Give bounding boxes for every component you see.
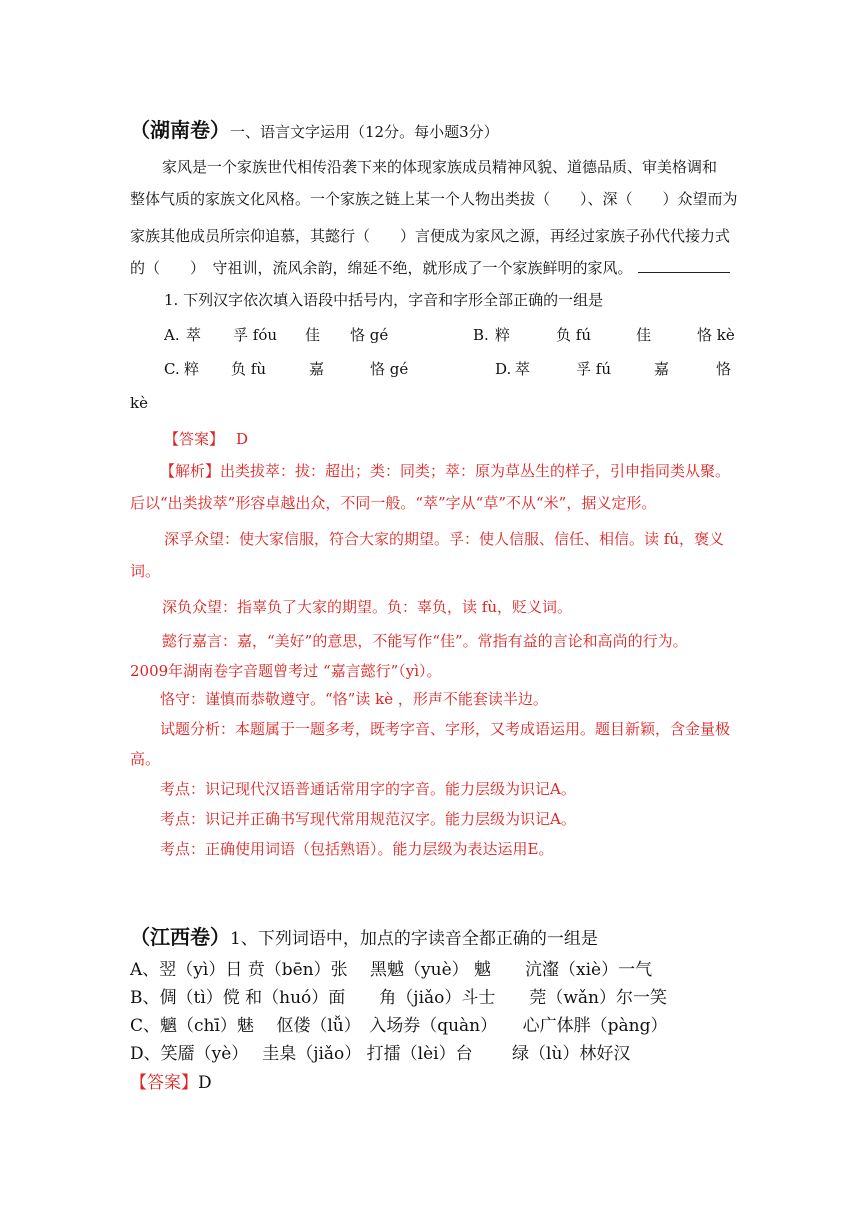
option-a-item-4: 恪 gé bbox=[350, 326, 389, 344]
analysis-line-4: 词。 bbox=[130, 562, 161, 580]
hunan-tag: （湖南卷） bbox=[130, 118, 230, 142]
analysis-line-7: 2009年湖南卷字音题曾考过 “嘉言懿行”（yì）。 bbox=[130, 662, 442, 680]
jiangxi-row-b: B、倜（tì）傥 和（huó）面 角（jiǎo）斗士 莞（wǎn）尔一笑 bbox=[130, 988, 668, 1008]
option-b-label: B. bbox=[473, 326, 489, 344]
jiangxi-answer bbox=[130, 1071, 212, 1095]
option-b-item-4: 恪 kè bbox=[697, 326, 735, 344]
analysis-line-9: 试题分析：本题属于一题多考，既考字音、字形，又考成语运用。题目新颖，含金量极 bbox=[160, 720, 731, 738]
option-c-item-3: 嘉 bbox=[309, 360, 325, 378]
answer-label: 【答案】 bbox=[164, 430, 225, 448]
option-d-item-1: 萃 bbox=[515, 360, 531, 378]
option-d-item-4: 恪 bbox=[716, 360, 732, 378]
hunan-answer bbox=[164, 429, 248, 449]
option-c-item-2: 负 fù bbox=[231, 360, 266, 378]
passage-line-3: 家族其他成员所宗仰追慕，其懿行（ ）言便成为家风之源，再经过家族子孙代代接力式 bbox=[130, 227, 731, 245]
option-d-item-3: 嘉 bbox=[654, 360, 670, 378]
option-b-item-1: 粹 bbox=[495, 326, 511, 344]
option-c-label: C. bbox=[164, 360, 180, 378]
answer-value: D bbox=[236, 430, 249, 448]
analysis-line-10: 高。 bbox=[130, 750, 161, 768]
option-d-label: D. bbox=[495, 360, 512, 378]
option-d-wrap: kè bbox=[130, 394, 148, 412]
analysis-line-3: 深孚众望：使大家信服，符合大家的期望。孚：使人信服、信任、相信。读 fú，褒义 bbox=[164, 530, 724, 548]
passage-line-4: 的（ ） 守祖训，流风余韵，绵延不绝，就形成了一个家族鲜明的家风。 bbox=[130, 259, 633, 277]
option-a-item-1: 萃 bbox=[186, 326, 202, 344]
jiangxi-answer-value: D bbox=[198, 1073, 212, 1093]
option-a-label: A. bbox=[164, 326, 180, 344]
passage-line-2: 整体气质的家族文化风格。一个家族之链上某一个人物出类拔（ ）、深（ ）众望而为 bbox=[130, 190, 738, 208]
kaodian-line-2: 考点：识记并正确书写现代常用规范汉字。能力层级为识记A。 bbox=[160, 810, 576, 828]
kaodian-line-3: 考点：正确使用词语（包括熟语）。能力层级为表达运用E。 bbox=[160, 840, 554, 858]
option-b-item-2: 负 fú bbox=[556, 326, 591, 344]
jiangxi-tag: （江西卷） bbox=[130, 925, 230, 949]
option-d-item-2: 孚 fú bbox=[576, 360, 611, 378]
analysis-line-1: 【解析】出类拔萃：拔：超出；类：同类；萃：原为草丛生的样子，引申指同类从聚。 bbox=[160, 462, 731, 480]
analysis-line-6: 懿行嘉言：嘉，“美好”的意思，不能写作“佳”。常指有益的言论和高尚的行为。 bbox=[162, 632, 688, 650]
jiangxi-row-c: C、魑（chī）魅 伛偻（lǚ） 入场券（quàn） 心广体胖（pàng） bbox=[130, 1016, 668, 1036]
question-1: 1. 下列汉字依次填入语段中括号内，字音和字形全部正确的一组是 bbox=[164, 291, 604, 309]
option-b-item-3: 佳 bbox=[636, 326, 652, 344]
jiangxi-row-a: A、翌（yì）日 贲（bēn）张 黑魆（yuè） 魆 沆瀣（xiè）一气 bbox=[130, 960, 653, 980]
jiangxi-answer-label: 【答案】 bbox=[130, 1073, 198, 1093]
option-c-item-1: 粹 bbox=[184, 360, 200, 378]
jiangxi-row-d: D、笑靥（yè） 圭臬（jiǎo） 打擂（lèi）台 绿（lù）林好汉 bbox=[130, 1044, 631, 1064]
analysis-line-2: 后以“出类拔萃”形容卓越出众，不同一般。“萃”字从“草”不从“米”，据义定形。 bbox=[130, 494, 657, 512]
kaodian-line-1: 考点：识记现代汉语普通话常用字的字音。能力层级为识记A。 bbox=[160, 780, 576, 798]
hunan-title-line bbox=[130, 118, 499, 144]
passage-line-1: 家风是一个家族世代相传沿袭下来的体现家族成员精神风貌、道德品质、审美格调和 bbox=[162, 158, 718, 176]
answer-blank-line bbox=[638, 272, 730, 273]
analysis-line-8: 恪守：谨慎而恭敬遵守。“恪”读 kè ，形声不能套读半边。 bbox=[160, 690, 548, 708]
hunan-heading: 一、语言文字运用（12分。每小题3分） bbox=[230, 123, 499, 141]
option-c-item-4: 恪 gé bbox=[370, 360, 409, 378]
analysis-line-5: 深负众望：指辜负了大家的期望。负：辜负，读 fù，贬义词。 bbox=[162, 598, 572, 616]
jiangxi-title-line bbox=[130, 924, 598, 952]
option-a-item-3: 佳 bbox=[305, 326, 321, 344]
option-a-item-2: 孚 fóu bbox=[233, 326, 278, 344]
jiangxi-question: 1、下列词语中，加点的字读音全都正确的一组是 bbox=[230, 929, 598, 949]
